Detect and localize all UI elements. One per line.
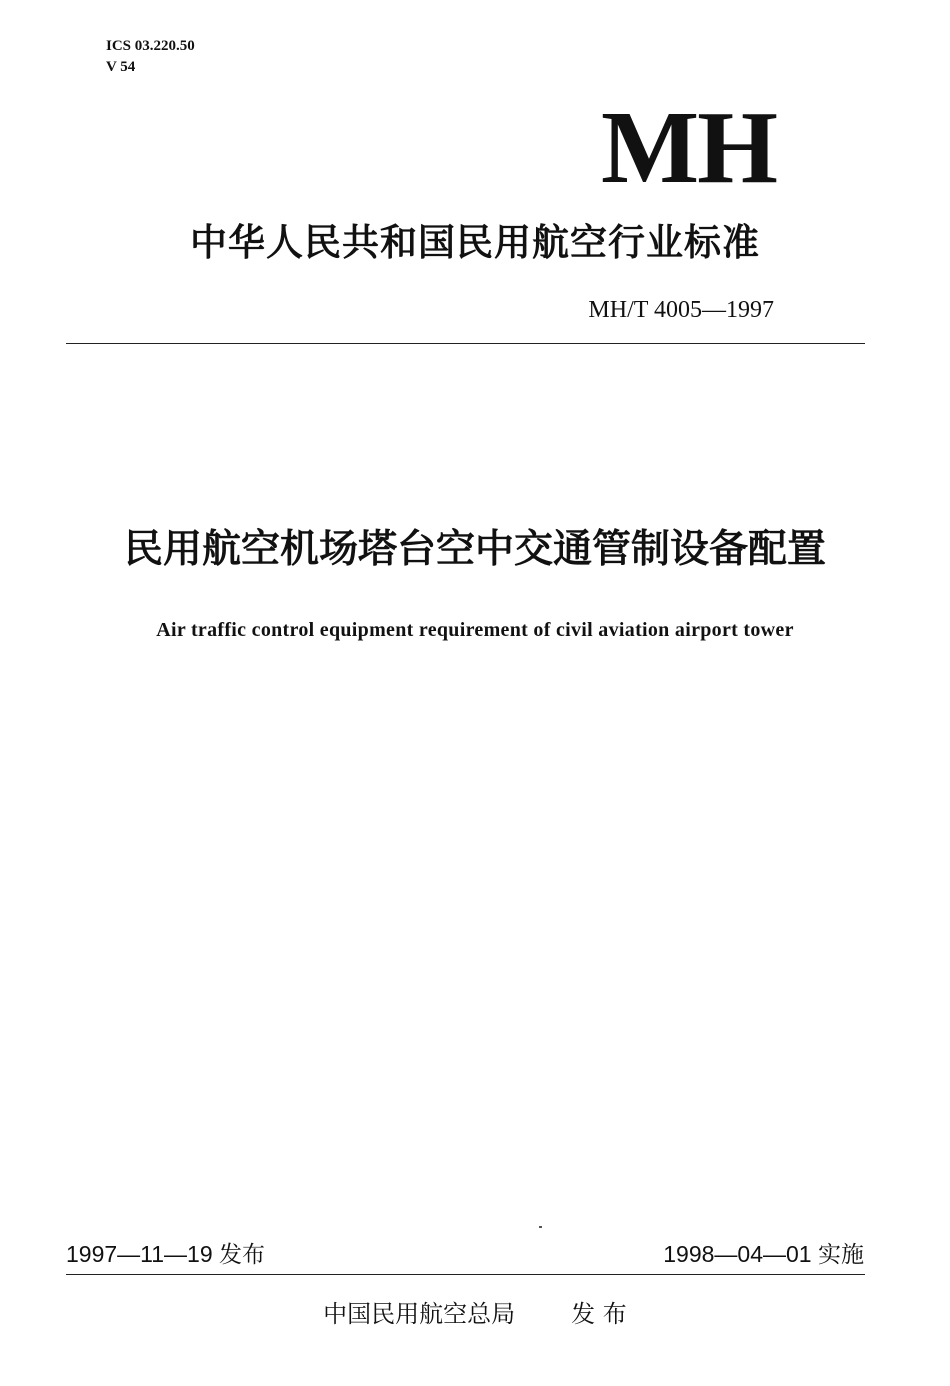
bottom-divider	[66, 1274, 865, 1275]
document-title-chinese: 民用航空机场塔台空中交通管制设备配置	[123, 527, 826, 572]
publish-label: 发 布	[571, 1300, 627, 1328]
top-divider	[66, 343, 865, 344]
classification-codes	[106, 36, 195, 78]
scan-speck	[539, 1226, 542, 1228]
effective-date: 1998—04—01 实施	[663, 1241, 864, 1267]
mh-logo: MH	[600, 90, 776, 205]
ccs-code: V 54	[106, 59, 136, 75]
ics-code: ICS 03.220.50	[106, 38, 195, 54]
industry-standard-title: 中华人民共和国民用航空行业标准	[190, 221, 760, 264]
publisher-name: 中国民用航空总局	[323, 1300, 516, 1328]
document-title-english: Air traffic control equipment requirement of civil aviation airport tower	[156, 619, 794, 641]
standard-number: MH/T 4005—1997	[588, 297, 774, 323]
publisher-row	[0, 1298, 950, 1330]
issue-date: 1997—11—19 发布	[66, 1241, 266, 1267]
